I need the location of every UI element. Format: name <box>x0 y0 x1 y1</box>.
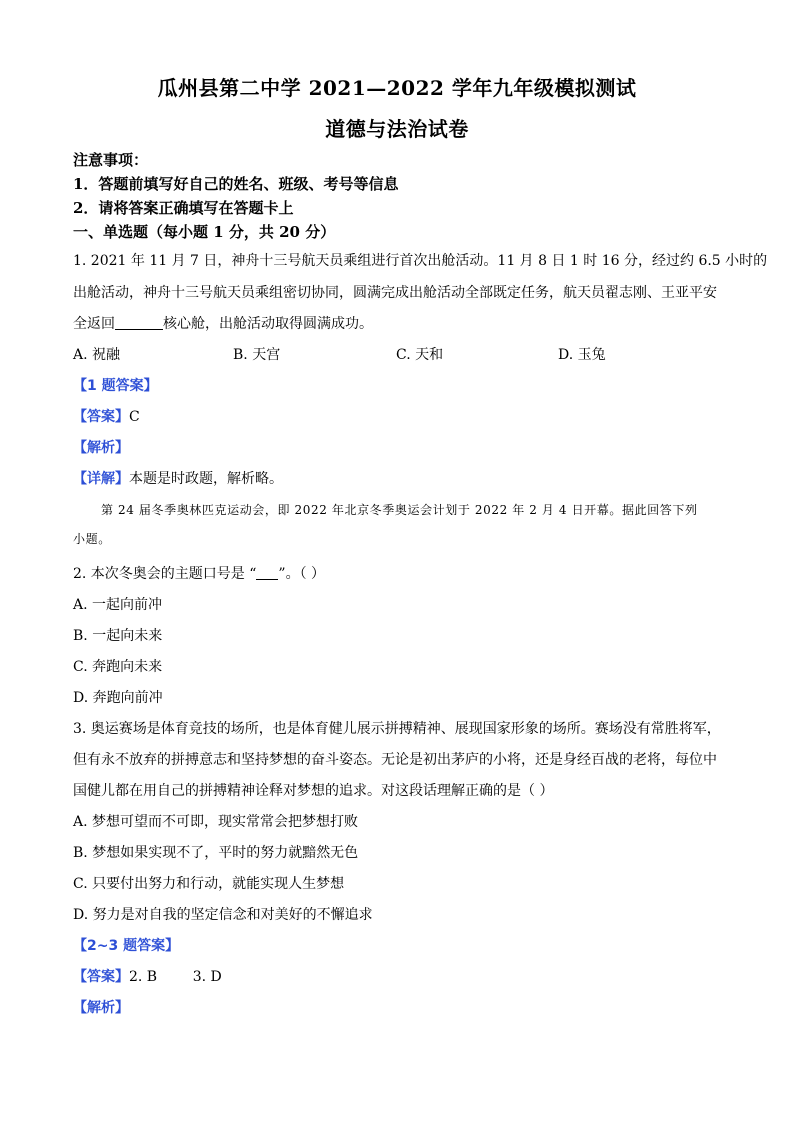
q23-answer-tag: 【2~3 题答案】 <box>73 938 180 954</box>
q1-stem-line1: 1. 2021 年 11 月 7 日，神舟十三号航天员乘组进行首次出舱活动。11 月 8 日 1 时 16 分，经过约 6.5 小时的 <box>73 253 768 269</box>
section-heading: 一、单选题（每小题 1 分，共 20 分） <box>73 223 336 241</box>
q23-answer-value: 2. B 3. D <box>129 969 222 985</box>
q1-answer-line <box>73 406 140 426</box>
notes-heading: 注意事项： <box>73 151 149 169</box>
q1-stem-line2: 出舱活动，神舟十三号航天员乘组密切协同，圆满完成出舱活动全部既定任务，航天员翟志刚、王亚平安 <box>73 285 717 301</box>
q3-option-c: C. 只要付出努力和行动，就能实现人生梦想 <box>73 876 345 892</box>
answer-label: 【答案】 <box>73 969 129 985</box>
q3-option-a: A. 梦想可望而不可即，现实常常会把梦想打败 <box>73 814 359 830</box>
q1-stem-line3 <box>73 313 373 333</box>
intro-line1: 第 24 届冬季奥林匹克运动会，即 2022 年北京冬季奥运会计划于 2022 年 2 月 4 日开幕。据此回答下列 <box>101 503 698 517</box>
q2-option-b: B. 一起向未来 <box>73 628 163 644</box>
note-item-2: 2．请将答案正确填写在答题卡上 <box>73 199 294 217</box>
q3-stem-line1: 3. 奥运赛场是体育竞技的场所，也是体育健儿展示拼搏精神、展现国家形象的场所。赛场没有常胜将军， <box>73 721 721 737</box>
q2-option-d: D. 奔跑向前冲 <box>73 690 163 706</box>
q1-answer-blank <box>115 315 163 330</box>
q1-detail-line <box>73 468 283 488</box>
q23-answer-line <box>73 966 222 986</box>
q2-stem-pre: 2. 本次冬奥会的主题口号是 “ <box>73 566 257 582</box>
note-item-1: 1．答题前填写好自己的姓名、班级、考号等信息 <box>73 175 399 193</box>
detail-label: 【详解】 <box>73 471 129 487</box>
q2-stem-post: ”。（ ） <box>278 566 326 582</box>
q2-option-c: C. 奔跑向未来 <box>73 659 163 675</box>
q23-analysis-label: 【解析】 <box>73 1000 129 1016</box>
q1-answer-value: C <box>129 409 140 425</box>
exam-subtitle: 道德与法治试卷 <box>325 117 469 141</box>
q1-option-d: D. 玉兔 <box>558 347 606 363</box>
answer-label: 【答案】 <box>73 409 129 425</box>
q1-option-c: C. 天和 <box>396 347 444 363</box>
q2-option-a: A. 一起向前冲 <box>73 597 163 613</box>
q1-analysis-label: 【解析】 <box>73 440 129 456</box>
q1-detail-text: 本题是时政题，解析略。 <box>129 471 283 487</box>
q1-answer-tag: 【1 题答案】 <box>73 378 158 394</box>
q1-stem-post: 核心舱，出舱活动取得圆满成功。 <box>163 316 373 332</box>
q2-stem <box>73 563 325 583</box>
intro-line2: 小题。 <box>73 532 111 546</box>
exam-title: 瓜州县第二中学 2021—2022 学年九年级模拟测试 <box>157 76 637 100</box>
q1-option-b: B. 天宫 <box>233 347 281 363</box>
q3-option-b: B. 梦想如果实现不了，平时的努力就黯然无色 <box>73 845 359 861</box>
q3-option-d: D. 努力是对自我的坚定信念和对美好的不懈追求 <box>73 907 373 923</box>
q3-stem-line3: 国健儿都在用自己的拼搏精神诠释对梦想的追求。对这段话理解正确的是（ ） <box>73 783 554 799</box>
q1-option-a: A. 祝融 <box>73 347 121 363</box>
q3-stem-line2: 但有永不放弃的拼搏意志和坚持梦想的奋斗姿态。无论是初出茅庐的小将，还是身经百战的老将，每位中 <box>73 752 717 768</box>
q2-answer-blank <box>256 565 278 580</box>
q1-stem-pre: 全返回 <box>73 316 115 332</box>
